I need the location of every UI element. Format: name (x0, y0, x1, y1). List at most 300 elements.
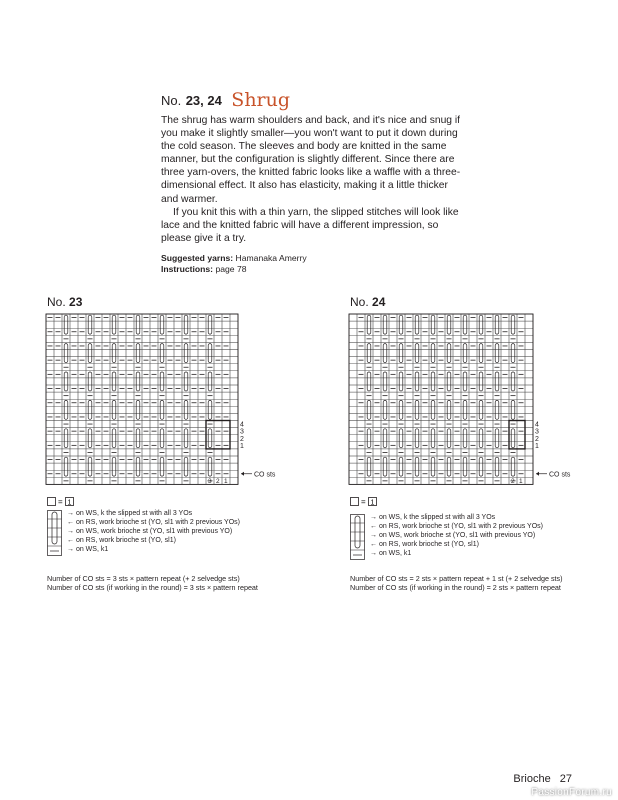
brioche-stitch-mark (88, 315, 92, 334)
chart-cell (469, 449, 477, 456)
blank-key-graphic (47, 496, 87, 507)
chart-cell (357, 392, 365, 399)
chart-cell (198, 421, 206, 428)
chart-cell (349, 357, 357, 364)
chart-cell (126, 335, 134, 342)
chart-cell (150, 378, 158, 385)
brioche-stitch-mark (88, 429, 92, 448)
chart-cell (54, 364, 62, 371)
chart-cell (110, 406, 118, 413)
legend-row-4 (67, 537, 176, 544)
chart-cell (477, 463, 485, 470)
chart-cell (110, 321, 118, 328)
chart-cell (54, 449, 62, 456)
chart-cell (373, 406, 381, 413)
brioche-stitch-mark (511, 344, 515, 363)
chart-cell (485, 378, 493, 385)
chart-cell (142, 321, 150, 328)
brioche-stitch-mark (447, 429, 451, 448)
chart-cell (469, 321, 477, 328)
legend-row-5 (67, 546, 108, 553)
chart-cell (349, 314, 357, 321)
chart-cell (389, 463, 397, 470)
chart-cell (206, 321, 214, 328)
chart-cell (525, 321, 533, 328)
chart-cell (110, 350, 118, 357)
chart-cell (501, 463, 509, 470)
chart-cell (389, 335, 397, 342)
yarn-info (161, 253, 307, 275)
chart-cell (230, 321, 238, 328)
chart-cell (230, 378, 238, 385)
chart-cell (126, 463, 134, 470)
brioche-stitch-mark (136, 457, 140, 476)
chart-cell (126, 321, 134, 328)
chart-cell (142, 449, 150, 456)
chart-cell (397, 321, 405, 328)
chart-cell (365, 350, 373, 357)
chart-cell (142, 392, 150, 399)
chart-cell (453, 406, 461, 413)
chart-cell (365, 435, 373, 442)
legend-row-2 (67, 519, 240, 526)
brioche-stitch-mark (112, 457, 116, 476)
chart-cell (54, 350, 62, 357)
chart-cell (525, 413, 533, 420)
chart-cell (102, 392, 110, 399)
chart-cell (405, 463, 413, 470)
chart-cell (230, 477, 238, 484)
suggested-yarns-value: Hamanaka Amerry (235, 253, 307, 263)
chart-cell (405, 364, 413, 371)
chart-cell (469, 435, 477, 442)
column-number: 3 (208, 478, 212, 486)
chart-cell (493, 350, 501, 357)
chart-cell (509, 406, 517, 413)
chart-cell (214, 421, 222, 428)
legend-text: on WS, k1 (378, 550, 412, 557)
watermark-text: PassionForum.ru (531, 787, 612, 798)
chart-cell (118, 321, 126, 328)
chart-cell (86, 350, 94, 357)
legend-row-1 (67, 510, 192, 517)
chart-cell (150, 364, 158, 371)
chart-cell (381, 463, 389, 470)
chart-cell (166, 477, 174, 484)
chart-cell (437, 364, 445, 371)
chart-cell (453, 378, 461, 385)
chart-cell (102, 364, 110, 371)
brioche-stitch-mark (399, 400, 403, 419)
chart-cell (118, 378, 126, 385)
brioche-stitch-mark (136, 429, 140, 448)
chart-cell (349, 399, 357, 406)
chart-cell (54, 463, 62, 470)
chart-cell (373, 421, 381, 428)
brioche-stitch-mark (431, 315, 435, 334)
chart-cell (405, 421, 413, 428)
chart-cell (405, 477, 413, 484)
chart-cell (214, 364, 222, 371)
brioche-stitch-mark (399, 457, 403, 476)
legend-text: on WS, work brioche st (YO, sl1 with previous YO) (75, 528, 233, 535)
brioche-stitch-mark (208, 372, 212, 391)
chart-cell (214, 321, 222, 328)
blank-key-equals: = (58, 497, 63, 507)
brioche-stitch-mark (495, 372, 499, 391)
brioche-stitch-mark (383, 372, 387, 391)
brioche-stitch-mark (431, 429, 435, 448)
chart-23-notes (47, 574, 258, 593)
chart-cell (102, 350, 110, 357)
chart-cell (445, 463, 453, 470)
chart-cell (477, 435, 485, 442)
chart-cell (62, 350, 70, 357)
chart-cell (46, 350, 54, 357)
chart-cell (142, 378, 150, 385)
chart-cell (198, 477, 206, 484)
chart-cell (525, 463, 533, 470)
chart-cell (118, 406, 126, 413)
chart-cell (158, 435, 166, 442)
chart-cell (166, 449, 174, 456)
chart-cell (485, 477, 493, 484)
legend-text: on RS, work brioche st (YO, sl1 with 2 previous YOs) (378, 523, 543, 530)
brioche-stitch-mark (208, 315, 212, 334)
chart-cell (222, 378, 230, 385)
suggested-yarns (161, 253, 307, 264)
chart-cell (118, 350, 126, 357)
chart-cell (94, 421, 102, 428)
chart-cell (517, 463, 525, 470)
brioche-stitch-mark (511, 457, 515, 476)
chart-cell (222, 449, 230, 456)
intro-text (161, 114, 461, 245)
chart-cell (357, 421, 365, 428)
chart-cell (54, 435, 62, 442)
chart-cell (357, 449, 365, 456)
chart-cell (230, 357, 238, 364)
chart-cell (174, 378, 182, 385)
chart-cell (126, 435, 134, 442)
chart-cell (349, 421, 357, 428)
row-number: 4 (240, 421, 244, 429)
chart-cell (405, 449, 413, 456)
chart-cell (94, 406, 102, 413)
brioche-stitch-mark (64, 400, 68, 419)
chart-cell (70, 392, 78, 399)
chart-cell (126, 406, 134, 413)
brioche-stitch-mark (383, 315, 387, 334)
chart-cell (94, 350, 102, 357)
brioche-stitch-mark (383, 344, 387, 363)
chart-cell (381, 378, 389, 385)
brioche-stitch-mark (184, 400, 188, 419)
legend-text: on WS, k the slipped st with all 3 YOs (378, 514, 496, 521)
chart-cell (54, 406, 62, 413)
chart-cell (525, 328, 533, 335)
chart-cell (206, 435, 214, 442)
chart-cell (421, 321, 429, 328)
brioche-stitch-mark (511, 429, 515, 448)
brioche-stitch-mark (112, 372, 116, 391)
chart-cell (142, 435, 150, 442)
legend-row-3 (67, 528, 232, 535)
brioche-stitch-mark (184, 429, 188, 448)
chart-cell (517, 406, 525, 413)
chart-24-grid (347, 312, 571, 497)
chart-cell (517, 321, 525, 328)
brioche-stitch-mark (431, 400, 435, 419)
brioche-stitch-mark (431, 344, 435, 363)
chart-cell (190, 477, 198, 484)
chart-cell (437, 350, 445, 357)
chart-cell (509, 350, 517, 357)
chart-cell (405, 406, 413, 413)
brioche-stitch-mark (495, 457, 499, 476)
pattern-no-label: No. (161, 93, 182, 108)
chart-cell (198, 449, 206, 456)
chart-cell (357, 406, 365, 413)
brioche-stitch-mark (463, 315, 467, 334)
chart-cell (190, 406, 198, 413)
chart-cell (373, 378, 381, 385)
chart-cell (525, 442, 533, 449)
brioche-stitch-mark (447, 372, 451, 391)
chart-cell (461, 406, 469, 413)
chart-cell (214, 378, 222, 385)
co-note-1: Number of CO sts = 3 sts × pattern repeat (+ 2 selvedge sts) (47, 574, 240, 583)
brioche-stitch-mark (415, 400, 419, 419)
chart-cell (373, 435, 381, 442)
brioche-stitch-mark (511, 400, 515, 419)
chart-cell (174, 321, 182, 328)
chart-cell (86, 435, 94, 442)
chart-cell (78, 378, 86, 385)
chart-cell (150, 350, 158, 357)
chart-cell (501, 421, 509, 428)
chart-cell (174, 392, 182, 399)
chart-cell (198, 406, 206, 413)
chart-cell (485, 435, 493, 442)
column-number: 1 (224, 478, 228, 486)
chart-cell (94, 335, 102, 342)
chart-cell (349, 328, 357, 335)
brioche-stitch-mark (415, 457, 419, 476)
chart-cell (429, 406, 437, 413)
chart-cell (214, 449, 222, 456)
chart-cell (222, 406, 230, 413)
brioche-stitch-mark (208, 344, 212, 363)
chart-cell (365, 463, 373, 470)
chart-cell (54, 421, 62, 428)
chart-cell (349, 392, 357, 399)
chart-cell (134, 321, 142, 328)
chart-cell (102, 378, 110, 385)
chart-cell (413, 321, 421, 328)
chart-cell (78, 421, 86, 428)
chart-cell (453, 392, 461, 399)
chart-cell (469, 421, 477, 428)
chart-cell (493, 406, 501, 413)
chart-cell (525, 421, 533, 428)
brioche-stitch-mark (367, 457, 371, 476)
chart-cell (230, 385, 238, 392)
chart-cell (126, 421, 134, 428)
chart-cell (525, 406, 533, 413)
chart-cell (126, 477, 134, 484)
chart-cell (142, 421, 150, 428)
chart-cell (469, 477, 477, 484)
brioche-stitch-mark (479, 315, 483, 334)
chart-cell (469, 463, 477, 470)
chart-cell (461, 463, 469, 470)
chart-cell (469, 335, 477, 342)
brioche-stitch-mark (367, 372, 371, 391)
chart-cell (445, 350, 453, 357)
chart-cell (517, 392, 525, 399)
brioche-stitch-mark (431, 457, 435, 476)
chart-cell (198, 378, 206, 385)
brioche-stitch-mark (479, 400, 483, 419)
chart-cell (150, 321, 158, 328)
chart-cell (166, 463, 174, 470)
chart-cell (46, 477, 54, 484)
chart-cell (357, 435, 365, 442)
chart-cell (349, 364, 357, 371)
chart-cell (222, 321, 230, 328)
chart-cell (214, 350, 222, 357)
chart-cell (349, 335, 357, 342)
chart-cell (525, 449, 533, 456)
chart-cell (46, 435, 54, 442)
chart-cell (389, 435, 397, 442)
chart-cell (421, 350, 429, 357)
brioche-stitch-mark (415, 429, 419, 448)
chart-cell (517, 350, 525, 357)
chart-cell (485, 421, 493, 428)
brioche-stitch-mark (208, 400, 212, 419)
chart-cell (357, 364, 365, 371)
legend-text: on WS, k1 (75, 546, 109, 553)
brioche-stitch-mark (415, 344, 419, 363)
chart-cell (389, 477, 397, 484)
brioche-stitch-mark (463, 372, 467, 391)
chart-cell (517, 378, 525, 385)
chart-cell (421, 463, 429, 470)
chart-cell (477, 350, 485, 357)
chart-cell (166, 406, 174, 413)
brioche-stitch-mark (383, 429, 387, 448)
chart-cell (182, 406, 190, 413)
chart-cell (70, 463, 78, 470)
blank-key-equals: = (361, 497, 366, 507)
chart-cell (190, 449, 198, 456)
chart-cell (517, 335, 525, 342)
chart-cell (445, 406, 453, 413)
chart-cell (190, 335, 198, 342)
chart-cell (86, 378, 94, 385)
chart-cell (70, 335, 78, 342)
brioche-stitch-mark (367, 344, 371, 363)
chart-cell (477, 406, 485, 413)
chart-cell (54, 335, 62, 342)
chart-cell (509, 435, 517, 442)
page-footer (513, 773, 572, 785)
chart-cell (453, 335, 461, 342)
chart-cell (405, 392, 413, 399)
chart-cell (158, 321, 166, 328)
chart-cell (190, 378, 198, 385)
chart-cell (453, 435, 461, 442)
chart-cell (94, 477, 102, 484)
footer-section: Brioche (513, 773, 551, 785)
chart-cell (405, 350, 413, 357)
chart-cell (230, 328, 238, 335)
brioche-stitch-mark (447, 400, 451, 419)
chart-cell (150, 392, 158, 399)
chart-cell (118, 477, 126, 484)
chart-cell (62, 321, 70, 328)
chart-cell (118, 463, 126, 470)
co-arrowhead-icon (241, 472, 244, 476)
chart-cell (349, 371, 357, 378)
chart-cell (389, 350, 397, 357)
legend-symbol-icon (350, 514, 366, 560)
legend-arrow-icon: → (370, 514, 377, 521)
brioche-stitch-mark (184, 344, 188, 363)
chart-cell (150, 463, 158, 470)
chart-cell (429, 378, 437, 385)
chart-cell (46, 449, 54, 456)
brioche-stitch-mark (64, 315, 68, 334)
blank-key-symbol: 1 (67, 499, 72, 507)
chart-cell (453, 364, 461, 371)
brioche-stitch-mark (399, 429, 403, 448)
chart-cell (429, 463, 437, 470)
chart-cell (198, 435, 206, 442)
chart-cell (349, 413, 357, 420)
chart-cell (445, 321, 453, 328)
legend-arrow-icon: ← (370, 541, 377, 548)
chart-cell (389, 321, 397, 328)
chart-cell (429, 321, 437, 328)
chart-cell (493, 378, 501, 385)
chart-cell (525, 357, 533, 364)
brioche-stitch-mark (88, 457, 92, 476)
brioche-stitch-mark (415, 372, 419, 391)
chart-cell (150, 406, 158, 413)
chart-cell (501, 364, 509, 371)
chart-cell (166, 321, 174, 328)
chart-cell (230, 406, 238, 413)
chart-cell (78, 335, 86, 342)
chart-cell (421, 449, 429, 456)
chart-cell (118, 335, 126, 342)
instructions (161, 264, 307, 275)
chart-cell (349, 378, 357, 385)
chart-cell (166, 335, 174, 342)
legend-text: on WS, k the slipped st with all 3 YOs (75, 510, 193, 517)
chart-24-number: 24 (372, 295, 386, 309)
suggested-yarns-label: Suggested yarns: (161, 253, 234, 263)
chart-cell (413, 350, 421, 357)
chart-cell (525, 435, 533, 442)
brioche-stitch-mark (208, 429, 212, 448)
chart-cell (166, 392, 174, 399)
chart-cell (230, 435, 238, 442)
chart-cell (62, 406, 70, 413)
